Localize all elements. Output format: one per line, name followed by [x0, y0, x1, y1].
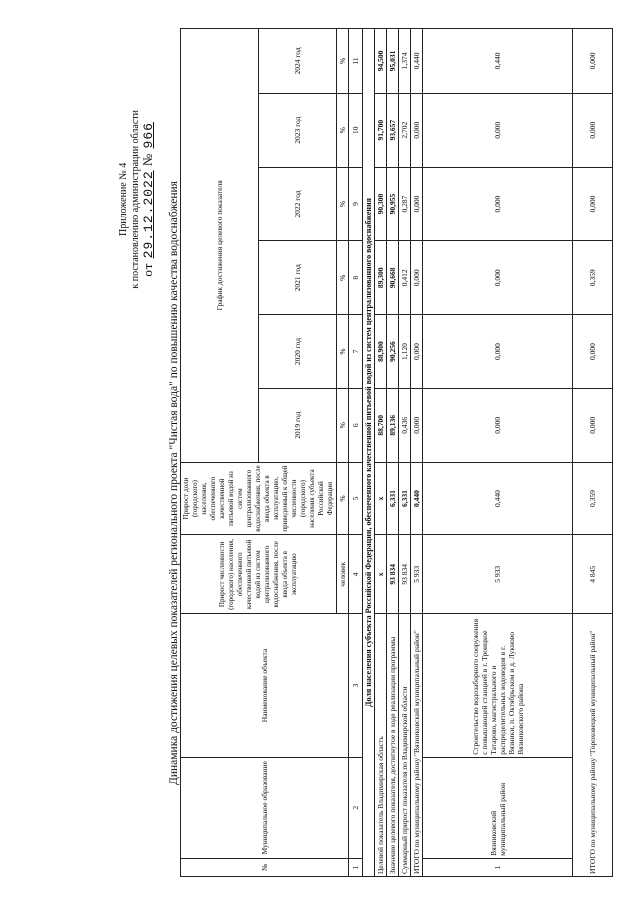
cell-2021: 90,668: [387, 241, 399, 315]
col-index: 5: [349, 462, 363, 535]
cell-2023: 93,657: [387, 93, 399, 167]
unit-pct: %: [337, 241, 349, 315]
cell-people: 93 834: [399, 535, 411, 614]
table-row-itogo-vyazniki: [411, 29, 423, 877]
table-row-itogo-gorokhovets: [573, 29, 613, 877]
cell-2019: 89,136: [387, 388, 399, 462]
year-2023: 2023 год: [259, 93, 337, 167]
unit-pct: %: [337, 315, 349, 389]
cell-2023: 2,702: [399, 93, 411, 167]
row-label: Суммарный прирост показателя по Владимирской области: [399, 614, 411, 877]
decree-number: 966: [141, 122, 156, 149]
unit-people: человек: [337, 535, 349, 614]
cell-people: 4 845: [573, 535, 613, 614]
cell-2023: 91,700: [375, 93, 387, 167]
col-num-header: №: [181, 858, 349, 876]
cell-2024: 94,500: [375, 29, 387, 94]
cell-people: 5 933: [411, 535, 423, 614]
col-index: 1: [349, 858, 363, 876]
row-label: Значение целевого показателя, достигнутое в ходе реализации программы: [387, 614, 399, 877]
cell-share: 6,331: [387, 462, 399, 535]
table-row-achieved: [387, 29, 399, 877]
row-num: 1: [423, 858, 573, 876]
col-index: 11: [349, 29, 363, 94]
cell-2019: 0,000: [411, 388, 423, 462]
document-title: Динамика достижения целевых показателей регионального проекта "Чистая вода" по повышению качества водоснабжения: [168, 181, 180, 785]
row-label: ИТОГО по муниципальному району "Вязниковский муниципальный район": [411, 614, 423, 877]
year-2024: 2024 год: [259, 29, 337, 94]
row-municipality: Вязниковский муниципальный район: [423, 757, 573, 858]
cell-2019: 0,000: [573, 388, 613, 462]
schedule-header: График достижения целевого показателя: [181, 29, 259, 463]
cell-2023: 0,000: [423, 93, 573, 167]
appendix-line2: к постановлению администрации области: [130, 110, 141, 289]
row-object-name: Строительство водозаборного сооружения с повышающей станцией в г. Троицкое Татарово, магистрального и распределительных водоводов в г. Вязники, п. Октябрьском и д. Лукново Вязниковского района: [423, 614, 573, 758]
column-index-row: [349, 29, 363, 877]
cell-2024: 0,440: [411, 29, 423, 94]
col-index: 9: [349, 167, 363, 241]
header-row-1: [181, 29, 259, 877]
cell-share: 6,331: [399, 462, 411, 535]
year-2020: 2020 год: [259, 315, 337, 389]
cell-2020: 0,000: [423, 315, 573, 389]
cell-people: 93 834: [387, 535, 399, 614]
cell-2024: 95,031: [387, 29, 399, 94]
cell-2019: 0,000: [423, 388, 573, 462]
cell-share: х: [375, 462, 387, 535]
cell-2020: 1,120: [399, 315, 411, 389]
cell-2020: 88,900: [375, 315, 387, 389]
col-index: 7: [349, 315, 363, 389]
section-title: Доля населения субъекта Российской Федерации, обеспеченного качественной питьевой водой из систем централизованного водоснабжения: [363, 29, 375, 877]
cell-2020: 0,000: [573, 315, 613, 389]
col-index: 6: [349, 388, 363, 462]
cell-people: 5 933: [423, 535, 573, 614]
unit-pct: %: [337, 93, 349, 167]
indicators-table: [180, 28, 613, 877]
cell-share: 0,440: [411, 462, 423, 535]
year-2019: 2019 год: [259, 388, 337, 462]
decree-date-line: [142, 110, 155, 289]
cell-2024: 0,000: [573, 29, 613, 94]
cell-2019: 88,700: [375, 388, 387, 462]
decree-date: 29.12.2022: [141, 170, 156, 259]
col-index: 4: [349, 535, 363, 614]
col-growth-share-header: Прирост доли (городского) населения, обеспеченного качественной питьевой водой из систем централизованного водоснабжения, после ввода объекта в эксплуатацию, приведенный к общей численности (городского) населения субъекта Российской Федерации: [181, 462, 337, 535]
cell-2024: 0,440: [423, 29, 573, 94]
col-growth-people-header: Прирост численности (городского) населения, обеспеченного качественной питьевой водой из систем централизованного водоснабжения, после ввода объекта в эксплуатацию: [181, 535, 337, 614]
unit-pct: %: [337, 462, 349, 535]
cell-2022: 0,000: [573, 167, 613, 241]
col-index: 10: [349, 93, 363, 167]
cell-2020: 90,256: [387, 315, 399, 389]
cell-people: х: [375, 535, 387, 614]
cell-2022: 90,300: [375, 167, 387, 241]
year-2022: 2022 год: [259, 167, 337, 241]
unit-pct: %: [337, 388, 349, 462]
unit-pct: %: [337, 167, 349, 241]
cell-share: 0,440: [423, 462, 573, 535]
section-row: [363, 29, 375, 877]
cell-2022: 0,000: [423, 167, 573, 241]
table-row-growth: [399, 29, 411, 877]
appendix-label: Приложение № 4: [118, 162, 129, 236]
table-row-object: [423, 29, 573, 877]
number-sign: №: [140, 152, 155, 167]
col-mo-header: Муниципальное образование: [181, 757, 349, 858]
appendix-header: [118, 110, 155, 289]
table-row-target: [375, 29, 387, 877]
cell-2020: 0,000: [411, 315, 423, 389]
cell-2021: 0,000: [423, 241, 573, 315]
year-2021: 2021 год: [259, 241, 337, 315]
cell-2022: 0,000: [411, 167, 423, 241]
cell-2021: 89,300: [375, 241, 387, 315]
cell-2022: 90,955: [387, 167, 399, 241]
col-index: 3: [349, 614, 363, 758]
cell-2024: 1,374: [399, 29, 411, 94]
row-label: Целевой показатель Владимирская область: [375, 614, 387, 877]
cell-2022: 0,287: [399, 167, 411, 241]
cell-2021: 0,000: [411, 241, 423, 315]
date-prefix: от: [140, 262, 155, 277]
cell-2019: 0,436: [399, 388, 411, 462]
cell-2023: 0,000: [573, 93, 613, 167]
cell-share: 0,359: [573, 462, 613, 535]
col-index: 2: [349, 757, 363, 858]
col-index: 8: [349, 241, 363, 315]
cell-2021: 0,412: [399, 241, 411, 315]
unit-pct: %: [337, 29, 349, 94]
col-object-header: Наименование объекта: [181, 614, 349, 758]
row-label: ИТОГО по муниципальному району "Гороховецкий муниципальный район": [573, 614, 613, 877]
cell-2021: 0,359: [573, 241, 613, 315]
cell-2023: 0,000: [411, 93, 423, 167]
